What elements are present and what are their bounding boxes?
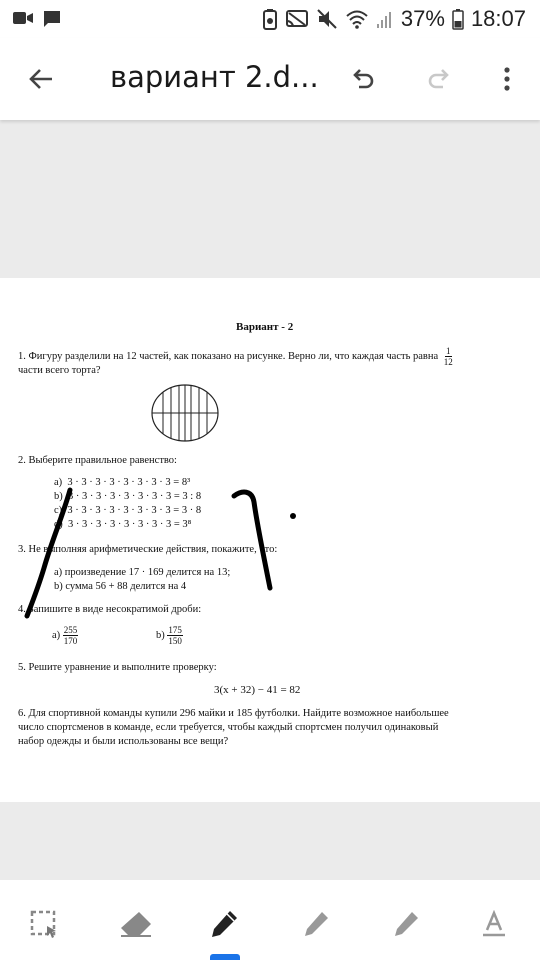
status-left-icons [12, 9, 62, 29]
q2-option-expr: 3 · 3 · 3 · 3 · 3 · 3 · 3 · 3 = 8³ [67, 477, 191, 488]
cast-icon [285, 9, 309, 29]
redo-icon [426, 67, 452, 91]
lasso-select-icon [29, 909, 59, 939]
recycle-icon [262, 8, 278, 30]
q1-fraction-denominator: 12 [443, 357, 453, 367]
lasso-select-tool[interactable] [24, 904, 64, 944]
status-bar [0, 0, 540, 38]
fraction-numerator: 175 [168, 625, 182, 635]
more-options-button[interactable] [490, 62, 524, 96]
q2-option-label: b) [54, 491, 63, 502]
battery-percent: 37% [400, 6, 445, 31]
q5-text: 5. Решите уравнение и выполните проверку: [18, 662, 217, 673]
pencil-icon [301, 909, 331, 939]
status-right [262, 6, 526, 32]
mute-icon [316, 8, 338, 30]
fraction-numerator: 255 [63, 625, 78, 635]
q4-item-label: b) [156, 629, 165, 641]
q2-option-expr: 3 · 3 · 3 · 3 · 3 · 3 · 3 · 3 = 3 · 8 [67, 505, 202, 516]
video-camera-icon [12, 9, 34, 27]
message-icon [42, 9, 62, 29]
arrow-back-icon [28, 66, 54, 92]
text-format-icon [481, 910, 507, 938]
app-toolbar [0, 38, 540, 120]
battery-icon [452, 8, 464, 30]
undo-button[interactable] [346, 62, 380, 96]
q3-text: 3. Не выполняя арифметические действия, покажите, что: [18, 544, 278, 555]
fraction-denominator: 170 [63, 636, 78, 646]
back-button[interactable] [24, 62, 58, 96]
q6-line3: набор одежды и были использованы все вещи? [18, 736, 229, 747]
q2-option-expr: 3 · 3 · 3 · 3 · 3 · 3 · 3 · 3 = 3⁸ [68, 519, 192, 530]
ink-stroke-hook [234, 492, 270, 588]
q2-text: 2. Выберите правильное равенство: [18, 455, 177, 466]
doc-heading: Вариант - 2 [236, 321, 294, 333]
q3-item-b: b) сумма 56 + 88 делится на 4 [54, 581, 187, 592]
q2-option-label: а) [54, 477, 63, 488]
ink-dot [290, 513, 296, 519]
drawing-toolbar [0, 880, 540, 960]
more-vert-icon [503, 66, 511, 92]
q2-option-label: d) [54, 519, 63, 530]
ink-stroke-left [27, 490, 70, 616]
eraser-tool[interactable] [116, 904, 156, 944]
q1-sentence: 1. Фигуру разделили на 12 частей, как показано на рисунке. Верно ли, что каждая часть равна [18, 350, 439, 362]
text-tool[interactable] [474, 904, 514, 944]
q1-text-continued: части всего торта? [18, 365, 101, 376]
q2-option-label: c) [54, 505, 63, 516]
q6-line2: число спортсменов в команде, если требуется, чтобы каждый спортсмен получил одинаковый [18, 722, 439, 733]
q3-item-a: а) произведение 17 · 169 делится на 13; [54, 567, 231, 578]
undo-icon [350, 67, 376, 91]
highlighter-tool[interactable] [386, 904, 426, 944]
q6-line1: 6. Для спортивной команды купили 296 майки и 185 футболки. Найдите возможное наибольшее [18, 708, 449, 719]
wifi-icon [345, 9, 369, 29]
pen-tool[interactable] [204, 904, 244, 944]
eraser-icon [119, 910, 153, 938]
pencil-tool[interactable] [296, 904, 336, 944]
active-tool-indicator [210, 954, 240, 960]
fraction-denominator: 150 [168, 636, 182, 646]
q4-item-label: а) [52, 629, 61, 641]
pen-icon [209, 909, 239, 939]
q5-equation: 3(x + 32) − 41 = 82 [214, 684, 301, 696]
highlighter-icon [391, 909, 421, 939]
redo-button[interactable] [422, 62, 456, 96]
q1-fraction-numerator: 1 [446, 346, 451, 356]
clock: 18:07 [470, 6, 526, 31]
q4-text: 4. Запишите в виде несократимой дроби: [18, 604, 202, 615]
ink-annotations [0, 278, 540, 802]
document-page[interactable] [0, 278, 540, 802]
document-title: вариант 2.d... [110, 60, 319, 94]
signal-icon [376, 9, 394, 29]
q2-option-expr: 3 · 3 · 3 · 3 · 3 · 3 · 3 · 3 = 3 : 8 [68, 491, 202, 502]
